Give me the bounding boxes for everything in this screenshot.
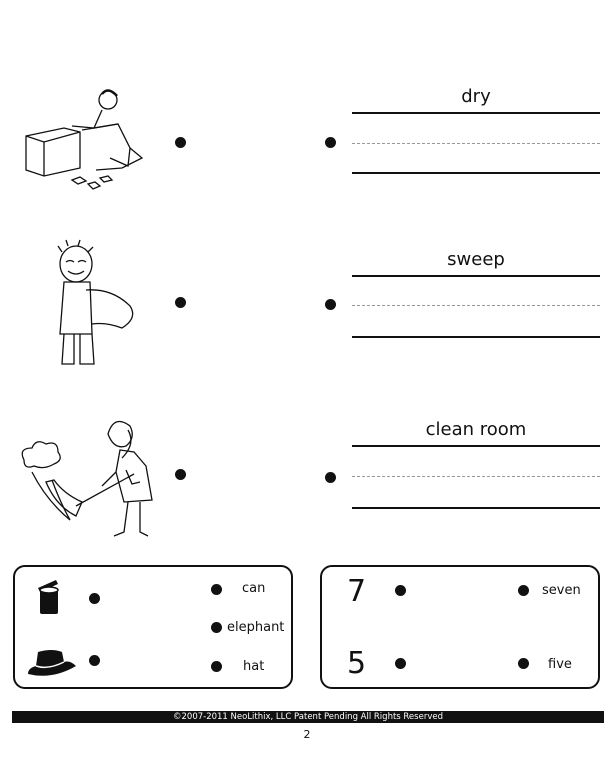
copyright-footer: ©2007-2011 NeoLithix, LLC Patent Pending All Rights Reserved [12, 711, 604, 723]
word-dot[interactable] [211, 584, 222, 595]
match-word: can [242, 581, 266, 596]
match-word: elephant [227, 620, 285, 635]
writing-line-base [352, 336, 600, 338]
page-number: 2 [303, 728, 311, 741]
picture-dot[interactable] [175, 137, 186, 148]
word-dot[interactable] [211, 622, 222, 633]
match-word: hat [243, 659, 265, 674]
numeral-dot[interactable] [395, 658, 406, 669]
word-dot[interactable] [211, 661, 222, 672]
picture-dot[interactable] [89, 593, 100, 604]
writing-line-base [352, 172, 600, 174]
numeral: 7 [347, 574, 367, 609]
word-dot[interactable] [325, 472, 336, 483]
writing-line-mid [352, 305, 600, 306]
word-dot[interactable] [518, 658, 529, 669]
picture-dot[interactable] [89, 655, 100, 666]
word-dot[interactable] [518, 585, 529, 596]
numeral: 5 [347, 646, 367, 681]
writing-line-base [352, 507, 600, 509]
exercise-word: clean room [425, 419, 527, 440]
exercise-word: sweep [447, 249, 505, 270]
hat-icon [24, 648, 80, 680]
writing-line-mid [352, 143, 600, 144]
word-dot[interactable] [325, 299, 336, 310]
numeral-dot[interactable] [395, 585, 406, 596]
exercise-word: dry [461, 86, 491, 107]
match-word: seven [542, 583, 581, 598]
boy-unpacking-box-illustration [22, 88, 154, 196]
writing-line-top [352, 112, 600, 114]
word-dot[interactable] [325, 137, 336, 148]
writing-line-mid [352, 476, 600, 477]
match-word: five [548, 657, 572, 672]
picture-dot[interactable] [175, 297, 186, 308]
writing-line-top [352, 275, 600, 277]
woman-sweeping-illustration [16, 410, 160, 540]
child-drying-with-towel-illustration [46, 238, 142, 374]
can-icon [34, 574, 62, 616]
picture-dot[interactable] [175, 469, 186, 480]
writing-line-top [352, 445, 600, 447]
